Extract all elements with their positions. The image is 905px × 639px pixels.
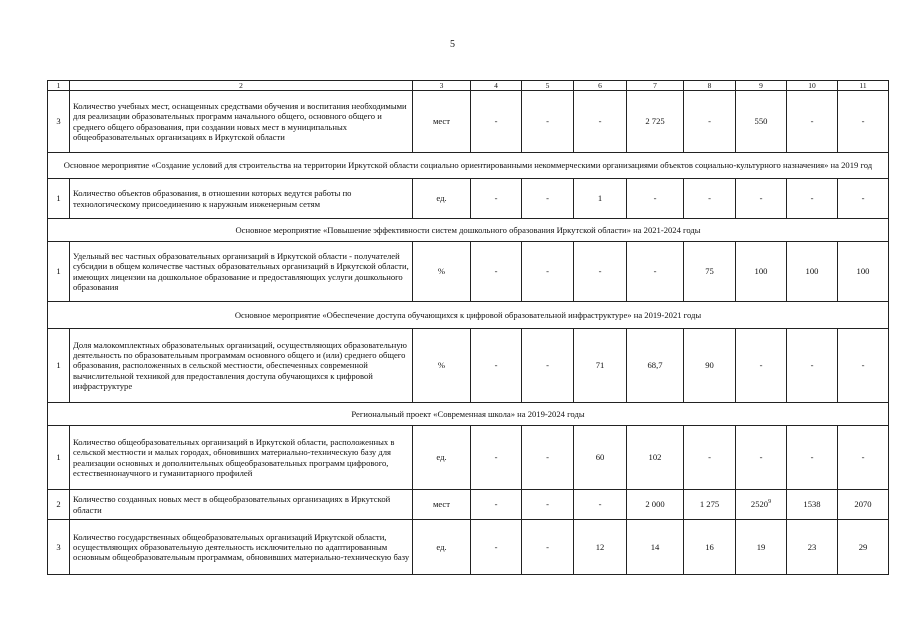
value-cell: - [574, 242, 627, 302]
value-cell: 29 [838, 520, 889, 575]
value-cell: - [838, 426, 889, 490]
page-number: 5 [450, 39, 455, 50]
indicator-name: Удельный вес частных образовательных организаций в Иркутской области - получателей субсидии в общем количестве частных образовательных организаций в Иркутской области, имеющих лицензии на дошкольное образование и предоставляющих услуги дошкольного образования [70, 242, 413, 302]
value-cell: - [627, 179, 684, 219]
unit-cell: % [413, 329, 471, 403]
indicator-name: Количество объектов образования, в отношении которых ведутся работы по технологическому присоединению к наружным инженерным сетям [70, 179, 413, 219]
value-cell: 2 725 [627, 91, 684, 153]
row-number: 1 [48, 242, 70, 302]
section-heading: Региональный проект «Современная школа» на 2019-2024 годы [48, 403, 889, 426]
value-cell: 75 [684, 242, 736, 302]
value-cell: - [787, 179, 838, 219]
value-cell: - [736, 426, 787, 490]
value-cell: 2070 [838, 490, 889, 520]
unit-cell: мест [413, 490, 471, 520]
row-number: 1 [48, 179, 70, 219]
header-cell: 5 [522, 81, 574, 91]
header-cell: 10 [787, 81, 838, 91]
section-row [48, 403, 889, 426]
table-row [48, 520, 889, 575]
value-cell: 71 [574, 329, 627, 403]
header-cell: 1 [48, 81, 70, 91]
value-cell: 100 [787, 242, 838, 302]
value-cell: 90 [684, 329, 736, 403]
value-cell: - [684, 179, 736, 219]
value-cell: - [522, 426, 574, 490]
value-cell: 550 [736, 91, 787, 153]
value-cell: 1 275 [684, 490, 736, 520]
value-cell: 60 [574, 426, 627, 490]
section-row [48, 153, 889, 179]
value-cell: - [574, 490, 627, 520]
value-cell: - [574, 91, 627, 153]
value-cell: 68,7 [627, 329, 684, 403]
value-cell-with-footnote [736, 490, 787, 520]
value-cell: - [522, 91, 574, 153]
value-cell: 19 [736, 520, 787, 575]
row-number: 1 [48, 426, 70, 490]
value-cell: - [684, 426, 736, 490]
table-row [48, 242, 889, 302]
value-cell: - [838, 179, 889, 219]
unit-cell: ед. [413, 520, 471, 575]
footnote-mark: 9 [768, 499, 772, 506]
header-cell: 8 [684, 81, 736, 91]
unit-cell: мест [413, 91, 471, 153]
header-cell: 6 [574, 81, 627, 91]
value-cell: 1538 [787, 490, 838, 520]
table-row [48, 329, 889, 403]
value-cell: - [627, 242, 684, 302]
unit-cell: ед. [413, 426, 471, 490]
value-cell: 23 [787, 520, 838, 575]
indicator-name: Количество учебных мест, оснащенных средствами обучения и воспитания необходимыми для реализации образовательных программ начального общего, основного общего и среднего общего образования, при создании новых мест в муниципальных общеобразовательных организациях в Иркутской области [70, 91, 413, 153]
value-cell: - [522, 329, 574, 403]
indicator-name: Количество созданных новых мест в общеобразовательных организациях в Иркутской области [70, 490, 413, 520]
header-cell: 11 [838, 81, 889, 91]
header-cell: 4 [471, 81, 522, 91]
value-cell: - [471, 426, 522, 490]
section-heading: Основное мероприятие «Создание условий для строительства на территории Иркутской области социально ориентированными некоммерческими организациями объектов социально-культурного назначения» на 2019 год [48, 153, 889, 179]
table-row [48, 179, 889, 219]
unit-cell: ед. [413, 179, 471, 219]
value-text: 2520 [750, 499, 769, 510]
row-number: 3 [48, 520, 70, 575]
header-cell: 9 [736, 81, 787, 91]
section-heading: Основное мероприятие «Повышение эффективности систем дошкольного образования Иркутской области» на 2021-2024 годы [48, 219, 889, 242]
value-cell: 100 [838, 242, 889, 302]
section-heading: Основное мероприятие «Обеспечение доступа обучающихся к цифровой образовательной инфраструктуре» на 2019-2021 годы [48, 302, 889, 329]
value-cell: - [838, 91, 889, 153]
value-cell: - [471, 329, 522, 403]
value-cell: - [787, 91, 838, 153]
header-cell: 7 [627, 81, 684, 91]
indicator-name: Количество государственных общеобразовательных организаций Иркутской области, осуществляющих образовательную деятельность исключительно по адаптированным основным общеобразовательным программам, обновивших материально-техническую базу [70, 520, 413, 575]
value-cell: - [471, 490, 522, 520]
value-cell: 12 [574, 520, 627, 575]
value-cell: - [787, 426, 838, 490]
row-number: 3 [48, 91, 70, 153]
indicators-table [47, 80, 889, 575]
row-number: 2 [48, 490, 70, 520]
value-cell: - [522, 490, 574, 520]
section-row [48, 219, 889, 242]
value-cell: - [522, 242, 574, 302]
value-cell: - [471, 520, 522, 575]
value-cell: - [787, 329, 838, 403]
value-cell: 2 000 [627, 490, 684, 520]
row-number: 1 [48, 329, 70, 403]
indicator-name: Доля малокомплектных образовательных организаций, осуществляющих образовательную деятельность по образовательным программам основного общего и (или) среднего общего образования, расположенных в сельской местности, обеспеченных современной вычислительной техникой для предоставления доступа обучающихся к цифровой инфраструктуре [70, 329, 413, 403]
value-cell: - [471, 91, 522, 153]
header-row [48, 81, 889, 91]
value-cell: 14 [627, 520, 684, 575]
value-cell: - [522, 179, 574, 219]
indicator-name: Количество общеобразовательных организаций в Иркутской области, расположенных в сельской местности и малых городах, обновивших материально-техническую базу для реализации основных и дополнительных общеобразовательных программ цифрового, естественнонаучного и гуманитарного профилей [70, 426, 413, 490]
value-cell: 102 [627, 426, 684, 490]
value-cell: - [736, 329, 787, 403]
table-row [48, 426, 889, 490]
value-cell: 16 [684, 520, 736, 575]
value-cell: - [684, 91, 736, 153]
value-cell: - [736, 179, 787, 219]
header-cell: 3 [413, 81, 471, 91]
unit-cell: % [413, 242, 471, 302]
section-row [48, 302, 889, 329]
value-cell: - [838, 329, 889, 403]
table-row [48, 490, 889, 520]
value-cell: - [471, 242, 522, 302]
value-cell: - [471, 179, 522, 219]
value-cell: - [522, 520, 574, 575]
header-cell: 2 [70, 81, 413, 91]
table-row [48, 91, 889, 153]
value-cell: 100 [736, 242, 787, 302]
value-cell: 1 [574, 179, 627, 219]
